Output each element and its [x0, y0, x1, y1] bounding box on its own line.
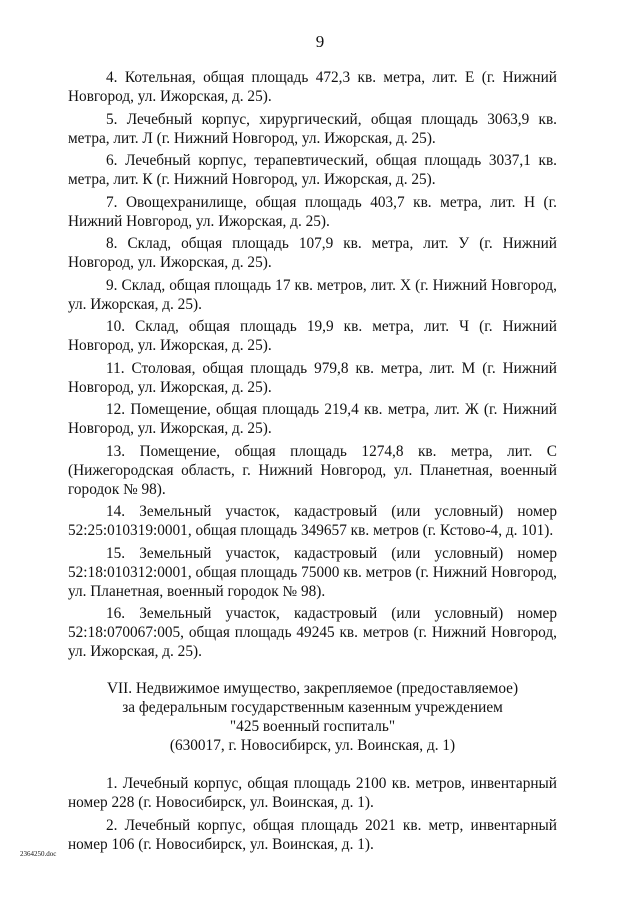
list-item: 6. Лечебный корпус, терапевтический, общая площадь 3037,1 кв. метра, лит. К (г. Нижний Новгород, ул. Ижорская, д. 25). — [68, 152, 557, 188]
section-heading-line: за федеральным государственным казенным учреждением — [122, 699, 503, 716]
list-item: 15. Земельный участок, кадастровый (или условный) номер 52:18:010312:0001, общая площадь 75000 кв. метров (г. Нижний Новгород, ул. Планетная, военный городок № 98). — [68, 544, 557, 600]
list-item: 16. Земельный участок, кадастровый (или условный) номер 52:18:070067:005, общая площадь 49245 кв. метров (г. Нижний Новгород, ул. Ижорская, д. 25). — [68, 605, 557, 660]
document-file-code: 2364250.doc — [20, 850, 57, 858]
list-item: 8. Склад, общая площадь 107,9 кв. метра, лит. У (г. Нижний Новгород, ул. Ижорская, д. 25). — [68, 235, 557, 271]
list-item: 9. Склад, общая площадь 17 кв. метров, лит. Х (г. Нижний Новгород, ул. Ижорская, д. 25). — [68, 276, 557, 313]
section-heading-line: VII. Недвижимое имущество, закрепляемое (предоставляемое) — [106, 680, 519, 697]
section-heading — [68, 679, 557, 755]
property-list — [68, 68, 557, 661]
section-property-list — [68, 774, 557, 854]
section-heading-line: "425 военный госпиталь" — [229, 718, 396, 735]
list-item: 7. Овощехранилище, общая площадь 403,7 кв. метра, лит. Н (г. Нижний Новгород, ул. Ижорская, д. 25). — [68, 193, 557, 230]
page-number: 9 — [315, 32, 325, 51]
list-item: 14. Земельный участок, кадастровый (или условный) номер 52:25:010319:0001, общая площадь 349657 кв. метров (г. Кстово-4, д. 101). — [68, 503, 557, 539]
list-item: 1. Лечебный корпус, общая площадь 2100 кв. метров, инвентарный номер 228 (г. Новосибирск, ул. Воинская, д. 1). — [68, 775, 557, 811]
document-body — [68, 68, 557, 858]
list-item: 4. Котельная, общая площадь 472,3 кв. метра, лит. Е (г. Нижний Новгород, ул. Ижорская, д. 25). — [68, 69, 557, 105]
list-item: 13. Помещение, общая площадь 1274,8 кв. метра, лит. С (Нижегородская область, г. Нижний Новгород, ул. Планетная, военный городок № 98). — [68, 442, 557, 498]
list-item: 2. Лечебный корпус, общая площадь 2021 кв. метр, инвентарный номер 106 (г. Новосибирск, ул. Воинская, д. 1). — [68, 817, 557, 853]
list-item: 10. Склад, общая площадь 19,9 кв. метра, лит. Ч (г. Нижний Новгород, ул. Ижорская, д. 25). — [68, 318, 557, 354]
list-item: 5. Лечебный корпус, хирургический, общая площадь 3063,9 кв. метра, лит. Л (г. Нижний Новгород, ул. Ижорская, д. 25). — [68, 110, 557, 147]
list-item: 11. Столовая, общая площадь 979,8 кв. метра, лит. М (г. Нижний Новгород, ул. Ижорская, д. 25). — [68, 359, 557, 396]
list-item: 12. Помещение, общая площадь 219,4 кв. метра, лит. Ж (г. Нижний Новгород, ул. Ижорская, д. 25). — [68, 401, 557, 437]
section-heading-line: (630017, г. Новосибирск, ул. Воинская, д. 1) — [169, 737, 456, 754]
